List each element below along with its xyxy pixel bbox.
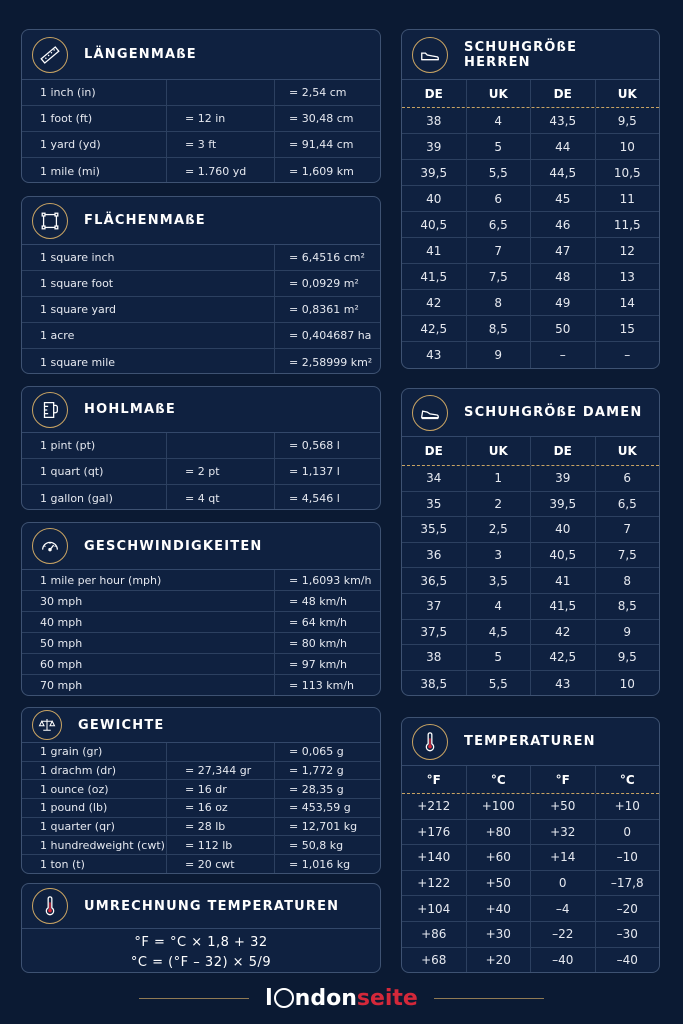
speedometer-icon: [32, 528, 68, 564]
footer: [0, 978, 683, 1018]
table-row: [402, 568, 659, 594]
table-cell: 43: [530, 671, 595, 696]
table-cell: +30: [466, 922, 531, 947]
table-row: [22, 612, 380, 633]
table-cell: 46: [530, 212, 595, 237]
unit-metric: = 2,58999 km²: [274, 349, 380, 374]
geschwindigkeiten-title: GESCHWINDIGKEITEN: [84, 538, 263, 554]
umrechnung-card: [21, 883, 381, 973]
hohlmasse-rows: [22, 433, 380, 510]
table-cell: 42,5: [420, 321, 448, 336]
table-cell: 4,5: [466, 620, 531, 645]
table-cell: 9,5: [595, 108, 660, 133]
flaechenmasse-header: [22, 197, 380, 245]
table-row: [402, 948, 659, 973]
column-header: °C: [466, 766, 531, 793]
unit-metric: = 80 km/h: [274, 633, 380, 653]
table-cell: +14: [530, 845, 595, 870]
column-header: °F: [530, 766, 595, 793]
table-cell: 12: [595, 238, 660, 263]
column-header: UK: [466, 437, 531, 465]
damen-header-row: [402, 437, 659, 466]
unit-name: 40 mph: [40, 615, 83, 629]
table-cell: 8,5: [466, 316, 531, 341]
table-row: [402, 871, 659, 897]
unit-metric: = 50,8 kg: [274, 836, 380, 854]
table-row: [402, 492, 659, 518]
table-cell: +104: [417, 901, 451, 916]
unit-name: 1 square foot: [40, 277, 114, 290]
unit-metric: = 91,44 cm: [274, 132, 380, 157]
table-cell: 40,5: [420, 217, 448, 232]
table-row: [402, 922, 659, 948]
unit-metric: = 12,701 kg: [274, 818, 380, 836]
table-row: [402, 543, 659, 569]
unit-metric: = 0,8361 m²: [274, 297, 380, 322]
table-cell: 4: [466, 594, 531, 619]
unit-metric: = 1,137 l: [274, 459, 380, 484]
table-row: [22, 106, 380, 132]
thermometer-icon: [32, 888, 68, 924]
herren-header: [402, 30, 659, 80]
column-header: DE: [530, 437, 595, 465]
table-row: [22, 80, 380, 106]
table-cell: 10: [595, 671, 660, 696]
table-row: [22, 485, 380, 510]
unit-metric: = 0,065 g: [274, 743, 380, 761]
table-cell: +32: [530, 820, 595, 845]
unit-equivalent: = 4 qt: [166, 485, 274, 510]
table-cell: +80: [466, 820, 531, 845]
table-cell: 39,5: [420, 165, 448, 180]
table-row: [22, 271, 380, 297]
unit-equivalent: = 1.760 yd: [166, 158, 274, 183]
table-row: [402, 238, 659, 264]
table-row: [22, 591, 380, 612]
table-cell: 10,5: [595, 160, 660, 185]
unit-name: 1 yard (yd): [40, 138, 101, 151]
unit-name: 60 mph: [40, 657, 83, 671]
london-eye-icon: [274, 988, 294, 1008]
table-row: [22, 675, 380, 696]
table-cell: 0: [595, 820, 660, 845]
umrechnung-header: [22, 884, 380, 929]
gewichte-card: [21, 707, 381, 874]
table-cell: 38: [426, 113, 442, 128]
table-cell: 48: [530, 264, 595, 289]
unit-name: 1 mile per hour (mph): [40, 573, 162, 587]
gewichte-rows: [22, 743, 380, 874]
temperaturen-header-row: [402, 766, 659, 794]
herren-rows: [402, 108, 659, 368]
table-cell: –: [595, 342, 660, 368]
damen-rows: [402, 466, 659, 696]
table-cell: 0: [530, 871, 595, 896]
unit-metric: = 1,772 g: [274, 762, 380, 780]
table-cell: 3: [466, 543, 531, 568]
table-cell: 43: [426, 348, 442, 362]
table-cell: 11: [595, 186, 660, 211]
table-cell: +86: [421, 927, 447, 942]
table-cell: +50: [530, 794, 595, 819]
table-cell: 39: [530, 466, 595, 491]
table-cell: 41,5: [530, 594, 595, 619]
table-cell: +122: [417, 876, 451, 891]
temperaturen-card: [401, 717, 660, 973]
table-cell: 42: [530, 620, 595, 645]
table-cell: 35: [426, 496, 442, 511]
unit-equivalent: = 2 pt: [166, 459, 274, 484]
unit-equivalent: = 3 ft: [166, 132, 274, 157]
table-cell: 2: [466, 492, 531, 517]
table-cell: 10: [595, 134, 660, 159]
unit-name: 1 hundredweight (cwt): [40, 838, 165, 852]
table-row: [22, 743, 380, 762]
hohlmasse-card: [21, 386, 381, 510]
unit-name: 1 square mile: [40, 355, 116, 369]
table-cell: 5: [466, 134, 531, 159]
column-header: DE: [424, 86, 443, 101]
hohlmasse-header: [22, 387, 380, 433]
table-cell: 5,5: [466, 671, 531, 696]
herren-card: [401, 29, 660, 369]
table-cell: 6: [595, 466, 660, 491]
temperaturen-header: [402, 718, 659, 766]
unit-metric: = 6,4516 cm²: [274, 245, 380, 270]
table-row: [22, 245, 380, 271]
unit-name: 1 grain (gr): [40, 745, 103, 759]
table-cell: 2,5: [466, 517, 531, 542]
unit-name: 1 acre: [40, 329, 75, 342]
table-cell: 35,5: [420, 522, 448, 537]
geschwindigkeiten-card: [21, 522, 381, 696]
herren-title: SCHUHGRÖßE HERREN: [464, 39, 578, 70]
table-row: [402, 290, 659, 316]
table-row: [22, 762, 380, 781]
table-cell: –17,8: [595, 871, 660, 896]
table-row: [22, 654, 380, 675]
table-cell: 7,5: [595, 543, 660, 568]
unit-name: 1 pound (lb): [40, 801, 108, 815]
table-cell: 47: [530, 238, 595, 263]
unit-metric: = 1,609 km: [274, 158, 380, 183]
column-header: UK: [595, 437, 660, 465]
unit-name: 1 square yard: [40, 303, 117, 316]
logo-text-ndon: ndon: [294, 985, 357, 1011]
table-cell: –22: [530, 922, 595, 947]
table-row: [402, 671, 659, 696]
table-cell: 44,5: [530, 160, 595, 185]
table-cell: 41,5: [420, 269, 448, 284]
logo-text-seite: seite: [356, 985, 418, 1011]
table-cell: +60: [466, 845, 531, 870]
table-cell: 9: [466, 342, 531, 368]
unit-metric: = 1,6093 km/h: [274, 570, 380, 590]
table-cell: 13: [595, 264, 660, 289]
herren-header-row: [402, 80, 659, 108]
table-cell: –4: [530, 896, 595, 921]
footer-line-right: [434, 998, 544, 999]
temperaturen-title: TEMPERATUREN: [464, 734, 596, 749]
unit-name: 1 quarter (qr): [40, 820, 115, 834]
laengenmasse-title: LÄNGENMAßE: [84, 47, 197, 62]
table-row: [402, 316, 659, 342]
table-row: [402, 264, 659, 290]
column-header: DE: [424, 444, 443, 458]
table-row: [22, 780, 380, 799]
table-row: [22, 818, 380, 837]
table-cell: 49: [530, 290, 595, 315]
table-row: [402, 134, 659, 160]
table-cell: 34: [426, 471, 442, 486]
table-cell: 14: [595, 290, 660, 315]
unit-name: 50 mph: [40, 636, 83, 650]
footer-line-left: [139, 998, 249, 999]
ruler-icon: [32, 37, 68, 73]
table-cell: 38,5: [420, 676, 448, 691]
table-row: [402, 794, 659, 820]
table-cell: 37: [426, 599, 442, 614]
flaechenmasse-rows: [22, 245, 380, 374]
londonseite-logo[interactable]: [265, 986, 418, 1011]
table-row: [402, 896, 659, 922]
unit-metric: = 4,546 l: [274, 485, 380, 510]
unit-name: 1 inch (in): [40, 86, 96, 99]
unit-metric: = 0,404687 ha: [274, 323, 380, 348]
unit-metric: = 30,48 cm: [274, 106, 380, 131]
table-cell: 8: [595, 568, 660, 593]
unit-equivalent: = 16 oz: [166, 799, 274, 817]
table-row: [22, 633, 380, 654]
table-cell: 6,5: [466, 212, 531, 237]
table-cell: 9: [595, 620, 660, 645]
flaechenmasse-card: [21, 196, 381, 374]
temperaturen-rows: [402, 794, 659, 973]
table-cell: 42: [426, 295, 442, 310]
umrechnung-title: UMRECHNUNG TEMPERATUREN: [84, 898, 340, 914]
table-cell: 1: [466, 466, 531, 491]
table-row: [402, 212, 659, 238]
unit-metric: = 453,59 g: [274, 799, 380, 817]
table-row: [402, 160, 659, 186]
unit-metric: = 0,568 l: [274, 433, 380, 458]
unit-equivalent: [166, 433, 274, 458]
table-cell: +40: [466, 896, 531, 921]
table-row: [402, 645, 659, 671]
gewichte-title: GEWICHTE: [78, 717, 165, 733]
unit-metric: = 1,016 kg: [274, 855, 380, 874]
table-row: [22, 433, 380, 459]
table-cell: 6: [466, 186, 531, 211]
table-cell: 39: [426, 139, 442, 154]
table-row: [22, 297, 380, 323]
table-cell: 8,5: [595, 594, 660, 619]
table-cell: –40: [530, 948, 595, 973]
measuring-cup-icon: [32, 392, 68, 428]
laengenmasse-rows: [22, 80, 380, 183]
sneaker-icon: [412, 395, 448, 431]
table-cell: 36,5: [420, 573, 448, 588]
laengenmasse-header: [22, 30, 380, 80]
table-row: [402, 517, 659, 543]
table-cell: 9,5: [595, 645, 660, 670]
unit-name: 1 ounce (oz): [40, 782, 109, 796]
table-row: [402, 186, 659, 212]
unit-metric: = 2,54 cm: [274, 80, 380, 105]
hohlmasse-title: HOHLMAßE: [84, 402, 176, 417]
formula-fahrenheit: °F = °C × 1,8 + 32: [134, 935, 268, 950]
table-cell: 43,5: [530, 108, 595, 133]
unit-equivalent: = 28 lb: [166, 818, 274, 836]
unit-name: 30 mph: [40, 594, 83, 608]
table-row: [22, 132, 380, 158]
table-cell: –10: [595, 845, 660, 870]
table-row: [402, 820, 659, 846]
column-header: °F: [426, 772, 441, 787]
table-cell: +20: [466, 948, 531, 973]
table-cell: 3,5: [466, 568, 531, 593]
unit-equivalent: [166, 743, 274, 761]
damen-title: SCHUHGRÖßE DAMEN: [464, 405, 643, 420]
table-cell: 50: [530, 316, 595, 341]
column-header: °C: [595, 766, 660, 793]
table-cell: +176: [417, 824, 451, 839]
table-cell: +212: [417, 799, 451, 814]
table-cell: 39,5: [530, 492, 595, 517]
table-cell: +10: [595, 794, 660, 819]
unit-name: 1 quart (qt): [40, 465, 104, 478]
column-header: UK: [466, 80, 531, 107]
table-row: [22, 570, 380, 591]
scale-icon: [32, 710, 62, 740]
unit-equivalent: = 112 lb: [166, 836, 274, 854]
unit-equivalent: [166, 80, 274, 105]
table-cell: 5,5: [466, 160, 531, 185]
unit-metric: = 0,0929 m²: [274, 271, 380, 296]
table-cell: 37,5: [420, 624, 448, 639]
table-cell: –40: [595, 948, 660, 973]
thermometer-icon: [412, 724, 448, 760]
table-row: [402, 342, 659, 368]
unit-metric: = 48 km/h: [274, 591, 380, 611]
table-cell: –20: [595, 896, 660, 921]
table-cell: 6,5: [595, 492, 660, 517]
table-row: [22, 323, 380, 349]
table-row: [22, 349, 380, 374]
unit-name: 1 foot (ft): [40, 112, 93, 125]
table-cell: 36: [426, 548, 442, 563]
table-row: [22, 459, 380, 485]
logo-letter-l: l: [265, 985, 273, 1011]
table-row: [402, 594, 659, 620]
table-cell: 5: [466, 645, 531, 670]
unit-name: 1 gallon (gal): [40, 491, 113, 505]
gewichte-header: [22, 708, 380, 743]
table-cell: +100: [466, 794, 531, 819]
table-cell: 41: [530, 568, 595, 593]
unit-name: 1 drachm (dr): [40, 764, 117, 778]
unit-name: 1 mile (mi): [40, 164, 100, 178]
table-cell: +50: [466, 871, 531, 896]
table-cell: 40: [530, 517, 595, 542]
unit-equivalent: = 12 in: [166, 106, 274, 131]
table-cell: +140: [417, 850, 451, 865]
damen-header: [402, 389, 659, 437]
table-cell: 4: [466, 108, 531, 133]
column-header: DE: [530, 80, 595, 107]
table-cell: 40,5: [530, 543, 595, 568]
table-cell: 7: [595, 517, 660, 542]
table-cell: 7,5: [466, 264, 531, 289]
table-row: [22, 855, 380, 874]
geschwindigkeiten-rows: [22, 570, 380, 696]
table-row: [402, 845, 659, 871]
table-cell: 45: [530, 186, 595, 211]
damen-card: [401, 388, 660, 696]
table-cell: 7: [466, 238, 531, 263]
table-cell: 38: [426, 650, 442, 665]
unit-name: 1 ton (t): [40, 857, 85, 871]
table-row: [402, 466, 659, 492]
table-cell: 8: [466, 290, 531, 315]
unit-equivalent: = 27,344 gr: [166, 762, 274, 780]
column-header: UK: [595, 80, 660, 107]
table-row: [22, 836, 380, 855]
table-cell: 11,5: [595, 212, 660, 237]
table-cell: 41: [426, 243, 442, 258]
unit-metric: = 113 km/h: [274, 675, 380, 696]
table-cell: 15: [595, 316, 660, 341]
table-row: [402, 108, 659, 134]
unit-name: 1 square inch: [40, 251, 115, 264]
table-cell: 42,5: [530, 645, 595, 670]
formula-celsius: °C = (°F – 32) × 5/9: [130, 955, 272, 970]
shoe-icon: [412, 37, 448, 73]
geschwindigkeiten-header: [22, 523, 380, 570]
unit-equivalent: = 16 dr: [166, 780, 274, 798]
table-row: [22, 799, 380, 818]
unit-equivalent: = 20 cwt: [166, 855, 274, 874]
table-row: [22, 158, 380, 183]
table-cell: –: [530, 342, 595, 368]
laengenmasse-card: [21, 29, 381, 183]
table-cell: 40: [426, 191, 442, 206]
unit-metric: = 97 km/h: [274, 654, 380, 674]
flaechenmasse-title: FLÄCHENMAßE: [84, 213, 206, 228]
unit-name: 1 pint (pt): [40, 439, 96, 452]
table-row: [402, 620, 659, 646]
unit-metric: = 28,35 g: [274, 780, 380, 798]
table-cell: –30: [595, 922, 660, 947]
unit-metric: = 64 km/h: [274, 612, 380, 632]
table-cell: 44: [530, 134, 595, 159]
unit-name: 70 mph: [40, 679, 83, 692]
table-cell: +68: [421, 953, 447, 968]
area-square-icon: [32, 203, 68, 239]
